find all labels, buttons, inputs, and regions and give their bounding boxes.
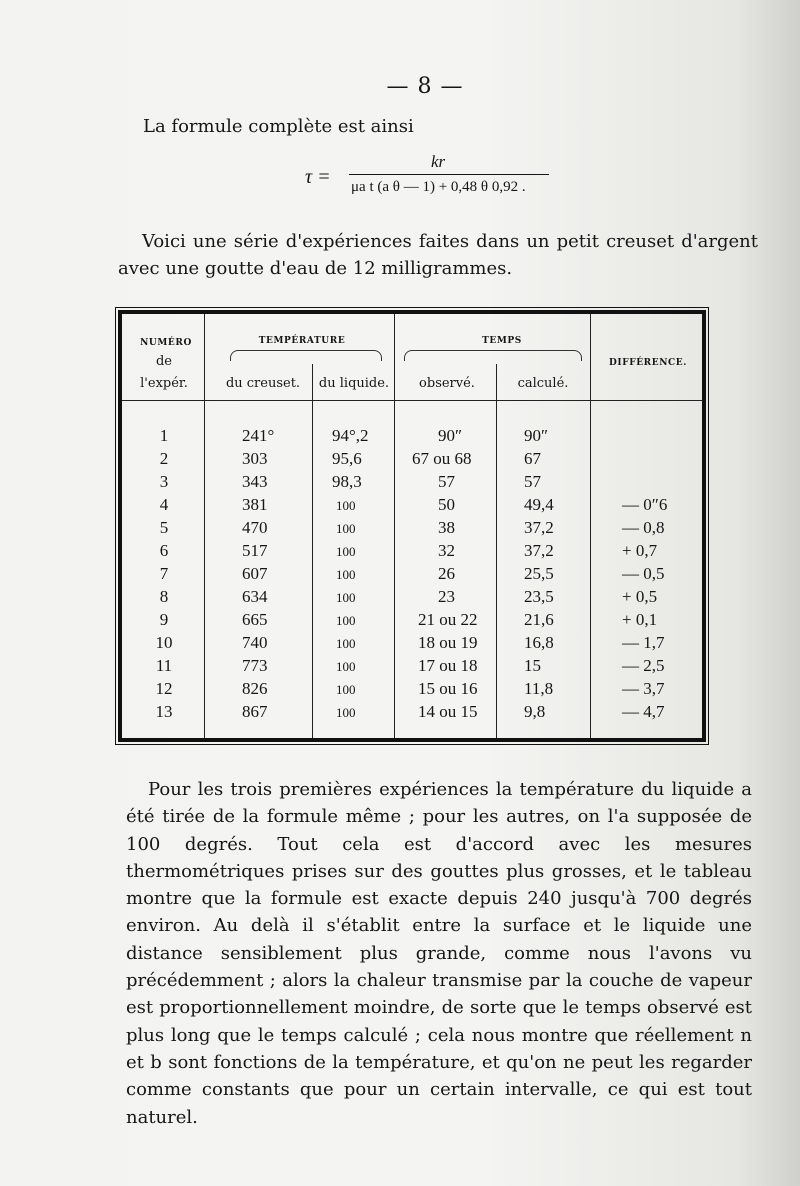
cell-creuset: 826 <box>242 679 268 698</box>
cell-creuset: 517 <box>242 541 268 560</box>
cell-observe: 38 <box>438 518 455 537</box>
cell-num: 7 <box>159 564 169 583</box>
header-calcule: calculé. <box>517 376 569 391</box>
cell-observe: 32 <box>438 541 455 560</box>
cell-num: 3 <box>159 472 169 491</box>
cell-num: 13 <box>155 702 173 721</box>
cell-creuset: 867 <box>242 702 268 721</box>
cell-liquide: 94°,2 <box>332 426 369 445</box>
cell-num: 8 <box>159 587 169 606</box>
cell-liquide: 100 <box>336 521 356 536</box>
cell-calcule: 49,4 <box>524 495 554 514</box>
cell-creuset: 740 <box>242 633 268 652</box>
header-rule <box>122 400 702 401</box>
cell-calcule: 90″ <box>524 426 549 445</box>
cell-liquide: 100 <box>336 659 356 674</box>
cell-creuset: 470 <box>242 518 268 537</box>
intro-text: La formule complète est ainsi <box>143 116 414 137</box>
cell-creuset: 343 <box>242 472 268 491</box>
cell-creuset: 665 <box>242 610 268 629</box>
cell-difference: + 0,7 <box>622 541 658 560</box>
cell-observe: 17 ou 18 <box>418 656 478 675</box>
cell-liquide: 100 <box>336 705 356 720</box>
cell-liquide: 98,3 <box>332 472 362 491</box>
formula-lhs: τ = <box>305 166 331 188</box>
cell-difference: — 4,7 <box>622 702 665 721</box>
cell-creuset: 303 <box>242 449 268 468</box>
cell-observe: 21 ou 22 <box>418 610 478 629</box>
cell-num: 1 <box>159 426 169 445</box>
header-observe: observé. <box>419 376 475 391</box>
cell-calcule: 23,5 <box>524 587 554 606</box>
fraction-bar <box>349 174 549 175</box>
col-rule <box>590 314 591 738</box>
cell-observe: 90″ <box>438 426 463 445</box>
cell-liquide: 100 <box>336 498 356 513</box>
cell-num: 10 <box>155 633 173 652</box>
cell-calcule: 21,6 <box>524 610 554 629</box>
cell-liquide: 100 <box>336 682 356 697</box>
cell-difference: — 1,7 <box>622 633 665 652</box>
cell-observe: 67 ou 68 <box>412 449 472 468</box>
cell-observe: 26 <box>438 564 455 583</box>
header-temperature: TEMPÉRATURE <box>258 336 346 346</box>
header-temps: TEMPS <box>482 336 522 346</box>
cell-observe: 15 ou 16 <box>418 679 478 698</box>
cell-calcule: 67 <box>524 449 541 468</box>
cell-observe: 14 ou 15 <box>418 702 478 721</box>
header-du-creuset: du creuset. <box>225 376 301 391</box>
cell-calcule: 11,8 <box>524 679 554 698</box>
cell-num: 4 <box>159 495 169 514</box>
cell-creuset: 607 <box>242 564 268 583</box>
cell-liquide: 100 <box>336 590 356 605</box>
col-rule <box>204 314 205 738</box>
paragraph-intro-table: Voici une série d'expériences faites dans un petit creuset d'argent avec une goutte d'eau de 12 milligrammes. <box>118 231 758 279</box>
cell-liquide: 95,6 <box>332 449 362 468</box>
header-numero: NUMÉRO <box>140 338 192 348</box>
cell-calcule: 16,8 <box>524 633 554 652</box>
cell-difference: — 3,7 <box>622 679 665 698</box>
cell-num: 6 <box>159 541 169 560</box>
cell-num: 11 <box>155 656 173 675</box>
cell-calcule: 25,5 <box>524 564 554 583</box>
cell-num: 5 <box>159 518 169 537</box>
cell-liquide: 100 <box>336 544 356 559</box>
formula-numerator: kr <box>431 152 446 171</box>
cell-creuset: 773 <box>242 656 268 675</box>
cell-calcule: 37,2 <box>524 541 554 560</box>
cell-observe: 50 <box>438 495 455 514</box>
cell-num: 2 <box>159 449 169 468</box>
brace <box>404 350 582 361</box>
cell-calcule: 15 <box>524 656 541 675</box>
cell-difference: — 2,5 <box>622 656 665 675</box>
col-rule <box>496 364 497 738</box>
cell-difference: + 0,5 <box>622 587 658 606</box>
page-number: — 8 — <box>386 74 464 99</box>
cell-observe: 57 <box>438 472 455 491</box>
cell-calcule: 37,2 <box>524 518 554 537</box>
formula-denominator: μa t (a θ — 1) + 0,48 θ 0,92 . <box>351 179 526 195</box>
header-de: de <box>155 354 172 369</box>
cell-difference: — 0″6 <box>622 495 668 514</box>
header-du-liquide: du liquide. <box>318 376 390 391</box>
cell-liquide: 100 <box>336 613 356 628</box>
cell-observe: 18 ou 19 <box>418 633 478 652</box>
cell-creuset: 241° <box>242 426 275 445</box>
col-rule <box>394 314 395 738</box>
cell-difference: — 0,5 <box>622 564 665 583</box>
paragraph-discussion <box>126 776 752 1131</box>
brace <box>230 350 382 361</box>
cell-num: 12 <box>155 679 173 698</box>
formula <box>305 152 565 202</box>
cell-liquide: 100 <box>336 567 356 582</box>
cell-creuset: 381 <box>242 495 268 514</box>
cell-liquide: 100 <box>336 636 356 651</box>
header-difference: DIFFÉRENCE. <box>609 358 687 368</box>
col-rule <box>312 364 313 738</box>
cell-difference: — 0,8 <box>622 518 665 537</box>
cell-num: 9 <box>159 610 169 629</box>
results-table <box>118 310 706 742</box>
cell-calcule: 57 <box>524 472 541 491</box>
header-exper: l'expér. <box>140 376 188 391</box>
cell-creuset: 634 <box>242 587 268 606</box>
cell-calcule: 9,8 <box>524 702 546 721</box>
paragraph-discussion-text: Pour les trois premières expériences la température du liquide a été tirée de la formule même ; pour les autres, on l'a supposée de 100 degrés. Tout cela est d'accord avec les mesures thermométriques prises sur des gouttes plus grosses, et le tableau montre que la formule est exacte depuis 240 jusqu'à 700 degrés environ. Au delà il s'établit entre la surface et le liquide une distance sensiblement plus grande, comme nous l'avons vu précédemment ; alors la chaleur transmise par la couche de vapeur est proportionnellement moindre, de sorte que le temps observé est plus long que le temps calculé ; cela nous montre que réellement n et b sont fonctions de la température, et qu'on ne peut les regarder comme constants que pour un certain intervalle, ce qui est tout naturel. <box>126 779 752 1128</box>
cell-difference: + 0,1 <box>622 610 658 629</box>
cell-observe: 23 <box>438 587 455 606</box>
